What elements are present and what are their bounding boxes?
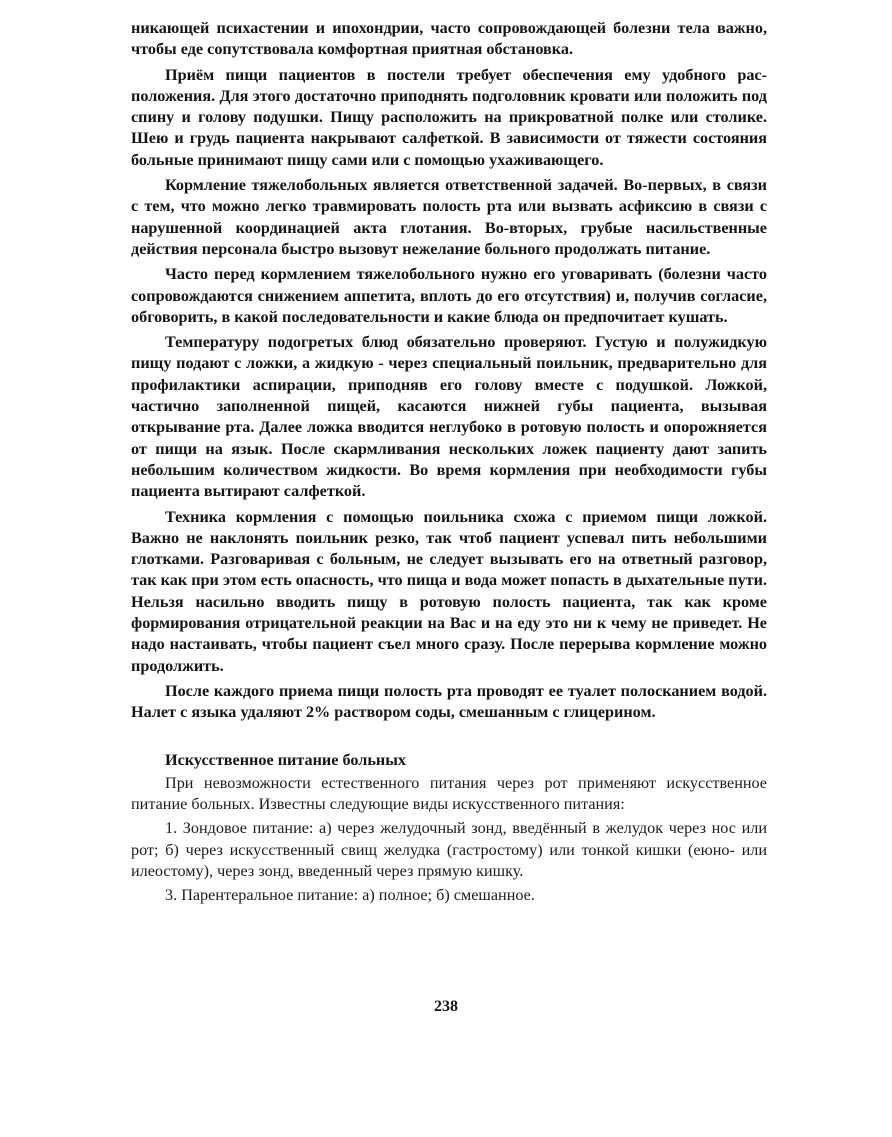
list-item-parenteral-feeding: 3. Парентеральное питание: а) полное; б) смешанное.	[165, 886, 535, 905]
paragraph-persuasion: Часто перед кормлением тяжелобольного нужно его уговаривать (болезни часто сопровождаются снижением аппетита, вплоть до его отсутствия) и, получив согласие, обговорить, в какой последовательности и какие блюда он предпочитает кушать.	[131, 265, 767, 326]
document-page	[131, 18, 767, 910]
page-number: 238	[434, 998, 458, 1015]
paragraph-artificial-nutrition-intro: При невозможности естественного питания через рот применяют искусственное питание больных. Известны следующие виды искусственного питания:	[131, 773, 767, 814]
section-heading: Искусственное питание больных	[165, 750, 406, 769]
paragraph-bed-feeding: Приём пищи пациентов в постели требует обеспечения ему удобного расположения. Для этого достаточно приподнять подголовник кровати или положить под спину и голову подушки. Пищу расположить на прикроватной полке или столике. Шею и грудь пациента накрывают салфеткой. В зависимости от тяжести состояния больные принимают пищу сами или с помощью ухаживающего.	[131, 65, 767, 169]
paragraph-temperature-technique: Температуру подогретых блюд обязательно проверяют. Густую и полужидкую пищу подают с ложки, а жидкую - через специальный поильник, предварительно для профилактики аспирации, приподняв его голову вместе с подушкой. Ложкой, частично заполненной пищей, касаются нижней губы пациента, вызывая открывание рта. Далее ложка вводится неглубоко в ротовую полость и опорожняется от пищи на язык. После скармливания нескольких ложек пациенту дают запить небольшим количеством жидкости. Во время кормления при необходимости губы пациента вытирают салфеткой.	[131, 333, 767, 501]
list-item-tube-feeding: 1. Зондовое питание: а) через желудочный зонд, введённый в желудок через нос или рот; б) через искусственный свищ желудка (гастростому) или тонкой кишки (еюно- или илеостому), через зонд, введенный через прямую кишку.	[131, 819, 767, 880]
paragraph-intro-continuation: никающей психастении и ипохондрии, часто сопровождающей болезни тела важно, чтобы еде сопутствовала комфортная приятная обстановка.	[131, 19, 767, 59]
paragraph-oral-care: После каждого приема пищи полость рта проводят ее туалет полосканием водой. Налет с языка удаляют 2% раствором соды, смешанным с глицерином.	[131, 681, 767, 722]
paragraph-drinking-cup-technique: Техника кормления с помощью поильника схожа с приемом пищи ложкой. Важно не наклонять поильник резко, так чтоб пациент успевал пить небольшими глотками. Разговаривая с больным, не следует вызывать его на ответный разговор, так как при этом есть опасность, что пища и вода может попасть в дыхательные пути. Нельзя насильно вводить пищу в ротовую полость пациента, так как кроме формирования отрицательной реакции на Вас и на еду это ни к чему не приведет. Не надо настаивать, чтобы пациент съел много сразу. После перерыва кормление можно продолжить.	[131, 507, 767, 675]
paragraph-feeding-responsibility: Кормление тяжелобольных является ответственной задачей. Во-первых, в связи с тем, что можно легко травмировать полость рта или вызвать асфиксию в связи с нарушенной координацией акта глотания. Во-вторых, грубые насильственные действия персонала быстро вызовут нежелание больного продолжать питание.	[131, 176, 767, 258]
